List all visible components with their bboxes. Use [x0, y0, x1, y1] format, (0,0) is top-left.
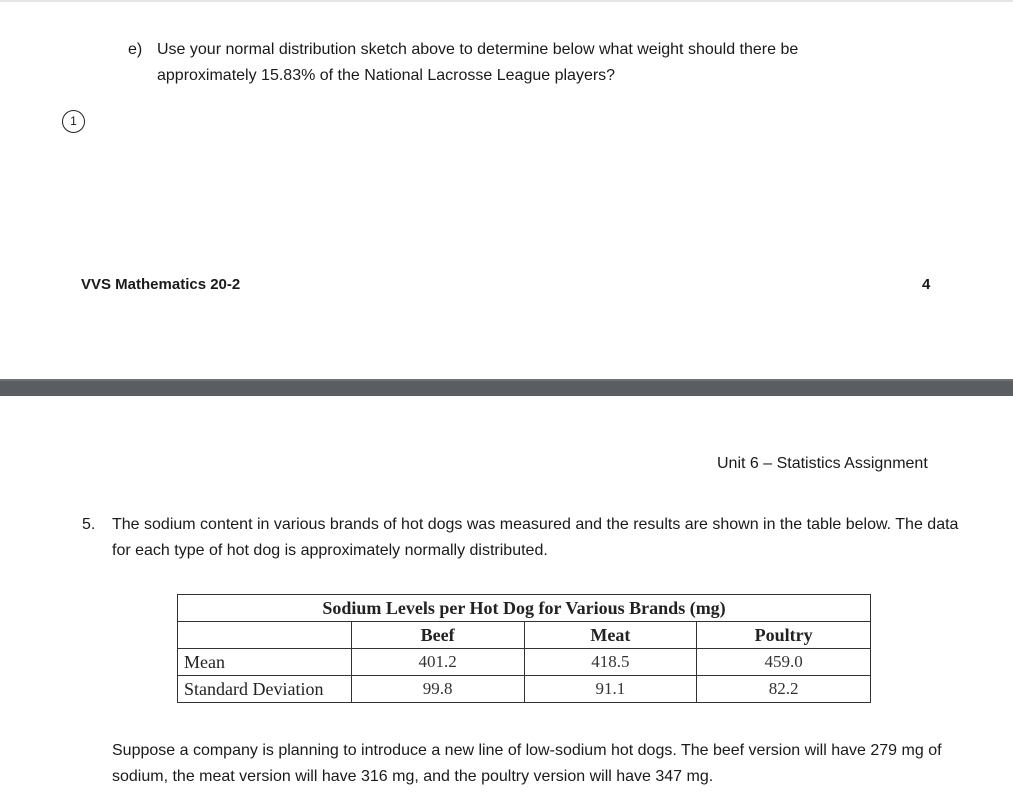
table-title-row	[178, 595, 871, 622]
footer-course-title: VVS Mathematics 20-2	[81, 276, 241, 293]
column-header-poultry: Poultry	[697, 622, 871, 649]
table-header-empty	[178, 622, 352, 649]
question-e-text: Use your normal distribution sketch above to determine below what weight should there be approximately 15.83% of the National Lacrosse League players?	[157, 41, 799, 84]
scenario-paragraph: Suppose a company is planning to introduce a new line of low-sodium hot dogs. The beef version will have 279 mg of sodium, the meat version will have 316 mg, and the poultry version will have 347 mg.	[112, 742, 942, 785]
row-label-mean: Mean	[178, 649, 352, 676]
page-header-title: Unit 6 – Statistics Assignment	[717, 455, 928, 472]
sodium-table	[177, 594, 871, 703]
column-header-beef: Beef	[351, 622, 524, 649]
mean-poultry: 459.0	[697, 649, 871, 676]
table-title: Sodium Levels per Hot Dog for Various Brands (mg)	[178, 595, 871, 622]
table-row	[178, 649, 871, 676]
mean-beef: 401.2	[351, 649, 524, 676]
row-label-standard-deviation: Standard Deviation	[178, 676, 352, 703]
page-divider-highlight	[0, 379, 1013, 381]
page-number: 4	[922, 276, 931, 293]
column-header-meat: Meat	[524, 622, 697, 649]
table-header-row	[178, 622, 871, 649]
sd-meat: 91.1	[524, 676, 697, 703]
question-5-text: The sodium content in various brands of hot dogs was measured and the results are shown in the table below. The data for each type of hot dog is approximately normally distributed.	[112, 516, 959, 559]
circled-number-badge: 1	[62, 110, 85, 133]
page-divider	[0, 379, 1013, 396]
table-row	[178, 676, 871, 703]
mean-meat: 418.5	[524, 649, 697, 676]
sd-beef: 99.8	[351, 676, 524, 703]
top-page-edge	[0, 0, 1013, 2]
question-5-number: 5.	[82, 516, 96, 533]
sd-poultry: 82.2	[697, 676, 871, 703]
question-e-letter: e)	[128, 41, 143, 58]
